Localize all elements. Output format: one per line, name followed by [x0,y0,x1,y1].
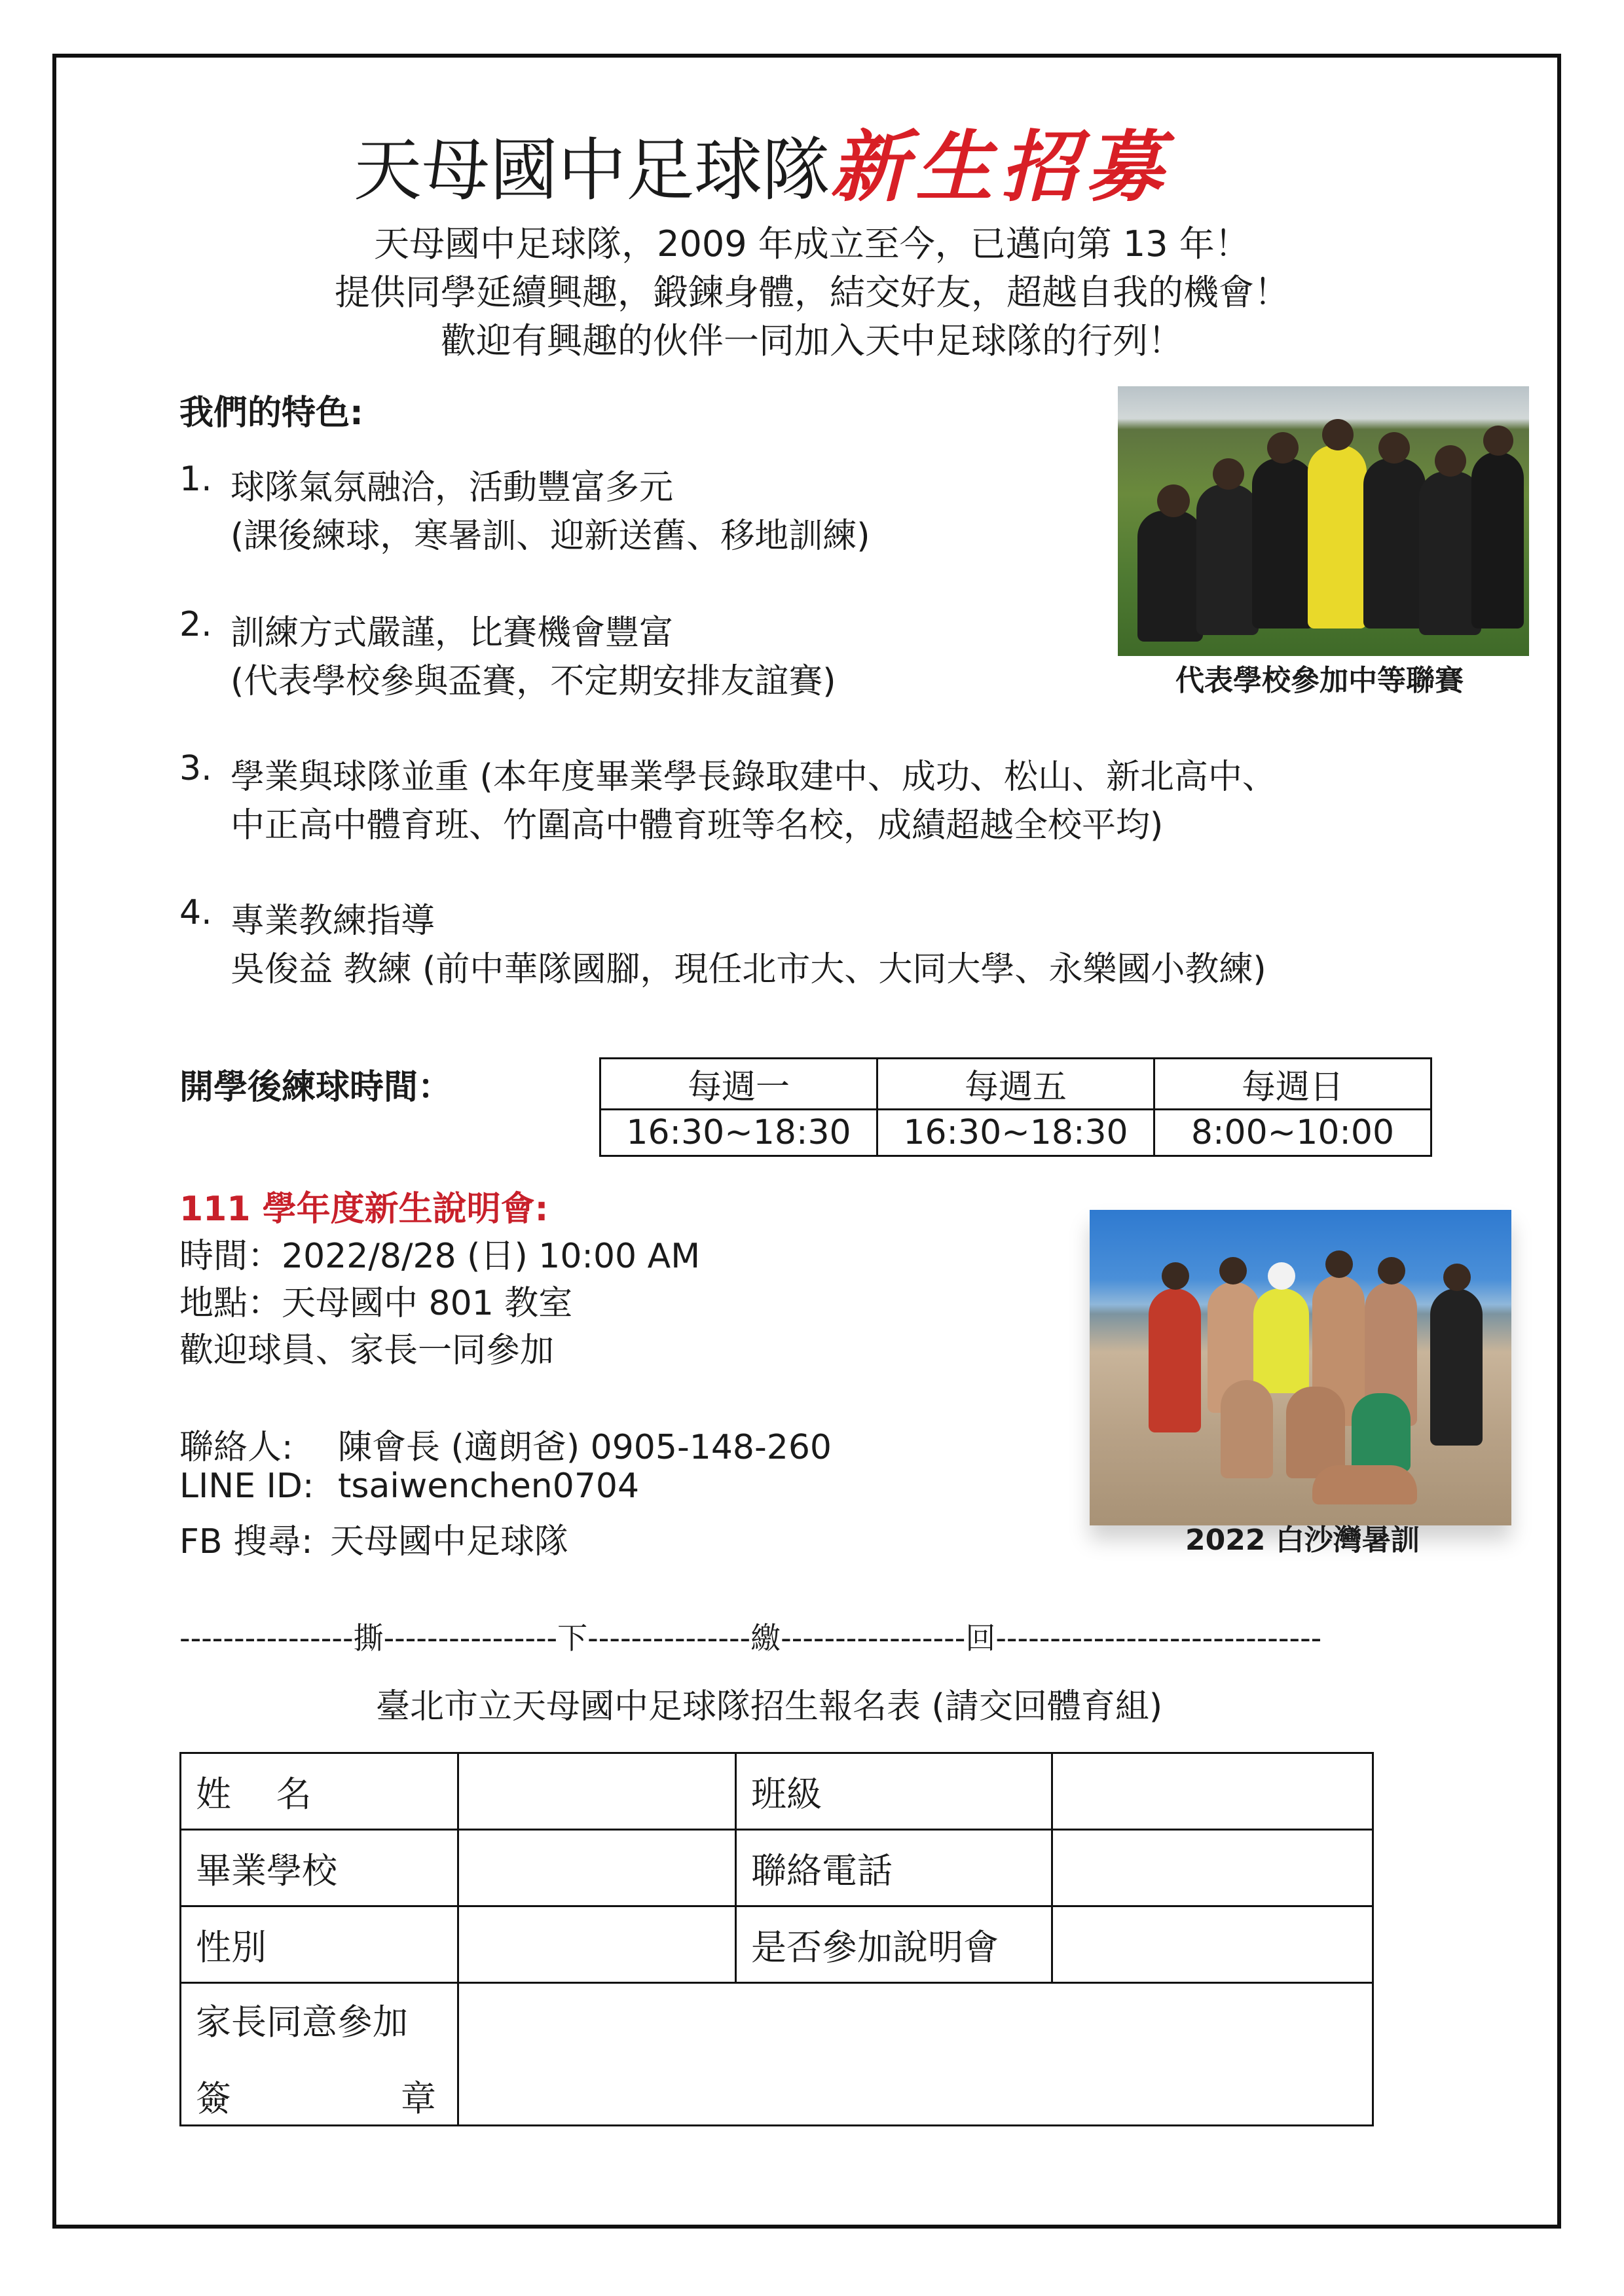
person [1221,1380,1273,1478]
beach-training-photo [1090,1210,1511,1525]
head [1213,458,1244,490]
sign-label-row [196,2071,443,2121]
head [1435,445,1466,477]
attend-label: 是否參加說明會 [736,1906,1052,1983]
person [1430,1288,1483,1446]
feature-3-line1: 學業與球隊並重 (本年度畢業學長錄取建中、成功、松山、新北高中、 [231,757,1276,797]
player [1137,511,1203,642]
team-photo-caption: 代表學校參加中等聯賽 [1175,664,1464,697]
schedule-day: 每週日 [1154,1059,1431,1110]
head [1268,1262,1295,1290]
school-field[interactable] [458,1830,736,1906]
briefing-heading: 111 學年度新生說明會: [179,1190,549,1229]
head [1219,1257,1247,1285]
head [1322,419,1354,450]
phone-label: 聯絡電話 [736,1830,1052,1906]
player [1363,458,1426,629]
beach-photo-caption: 2022 白沙灣暑訓 [1185,1523,1420,1557]
form-row [181,1830,1373,1906]
schedule-times-row [600,1110,1431,1156]
contact-fb-value: 天母國中足球隊 [330,1522,569,1561]
team-photo [1118,386,1529,656]
schedule-day: 每週五 [877,1059,1154,1110]
intro-line-1: 天母國中足球隊，2009 年成立至今，已邁向第 13 年！ [374,223,1250,264]
name-label: 姓 名 [181,1753,458,1830]
form-row [181,1983,1373,2126]
attend-field[interactable] [1052,1906,1373,1983]
player [1252,458,1314,629]
cut-line: ----------------撕----------------下---------------繳-----------------回------------------------------ [179,1620,1322,1656]
schedule-time: 16:30~18:30 [877,1110,1154,1156]
schedule-label: 開學後練球時間： [179,1068,452,1107]
registration-form-table [179,1752,1374,2126]
feature-2-num: 2. [179,605,212,644]
schedule-days-row [600,1059,1431,1110]
feature-4-line2: 吳俊益 教練 (前中華隊國腳，現任北市大、大同大學、永樂國小教練) [231,950,1266,989]
contact-line-label: LINE ID: [179,1467,314,1506]
contact-person-value: 陳會長 (適朗爸) 0905-148-260 [338,1428,832,1467]
feature-4-line1: 專業教練指導 [231,902,435,941]
schedule-time: 16:30~18:30 [600,1110,877,1156]
school-label: 畢業學校 [181,1830,458,1906]
consent-label: 家長同意參加 [196,2001,408,2043]
contact-person-label: 聯絡人: [179,1428,293,1467]
person [1286,1387,1345,1478]
intro-line-3: 歡迎有興趣的伙伴一同加入天中足球隊的行列！ [441,320,1183,361]
name-field[interactable] [458,1753,736,1830]
signature-field[interactable] [458,1983,1373,2126]
form-title: 臺北市立天母國中足球隊招生報名表 (請交回體育組) [376,1687,1163,1726]
briefing-welcome: 歡迎球員、家長一同參加 [179,1331,555,1370]
feature-1-line1: 球隊氣氛融洽，活動豐富多元 [231,468,674,507]
head [1378,432,1410,464]
head [1483,426,1513,456]
feature-1-num: 1. [179,460,212,499]
head [1443,1264,1471,1291]
gender-field[interactable] [458,1906,736,1983]
contact-fb-label: FB 搜尋: [179,1522,313,1561]
feature-2-line2: (代表學校參與盃賽，不定期安排友誼賽) [231,662,836,701]
goalkeeper [1308,445,1367,629]
sign-label-2: 章 [401,2078,436,2119]
head [1267,432,1299,464]
feature-3-num: 3. [179,749,212,788]
class-field[interactable] [1052,1753,1373,1830]
intro-line-2: 提供同學延續興趣，鍛鍊身體，結交好友，超越自我的機會！ [335,272,1289,313]
phone-field[interactable] [1052,1830,1373,1906]
feature-3-line2: 中正高中體育班、竹圍高中體育班等名校，成績超越全校平均) [231,806,1164,845]
feature-1-line2: (課後練球，寒暑訓、迎新送舊、移地訓練) [231,517,870,556]
class-label: 班級 [736,1753,1052,1830]
person [1149,1288,1201,1432]
schedule-day: 每週一 [600,1059,877,1110]
schedule-time: 8:00~10:00 [1154,1110,1431,1156]
briefing-place: 地點：天母國中 801 教室 [179,1284,573,1323]
head [1162,1262,1189,1290]
head [1378,1257,1405,1285]
title-main: 天母國中足球隊 [354,130,831,210]
feature-2-line1: 訓練方式嚴謹，比賽機會豐富 [231,613,674,653]
briefing-time: 時間：2022/8/28 (日) 10:00 AM [179,1237,701,1276]
gender-label: 性別 [181,1906,458,1983]
head [1325,1250,1353,1278]
contact-line-value: tsaiwenchen0704 [338,1467,640,1506]
form-row [181,1753,1373,1830]
form-row [181,1906,1373,1983]
person [1312,1465,1417,1504]
head [1157,484,1190,517]
page-title [354,105,1171,216]
schedule-table [599,1057,1432,1157]
title-highlight: 新生招募 [830,121,1172,212]
features-heading: 我們的特色: [179,393,363,433]
person [1352,1393,1411,1472]
player [1471,452,1524,629]
player [1196,484,1259,635]
person [1253,1288,1309,1393]
consent-label-cell [181,1983,458,2126]
sign-label-1: 簽 [196,2078,231,2119]
feature-4-num: 4. [179,893,212,932]
